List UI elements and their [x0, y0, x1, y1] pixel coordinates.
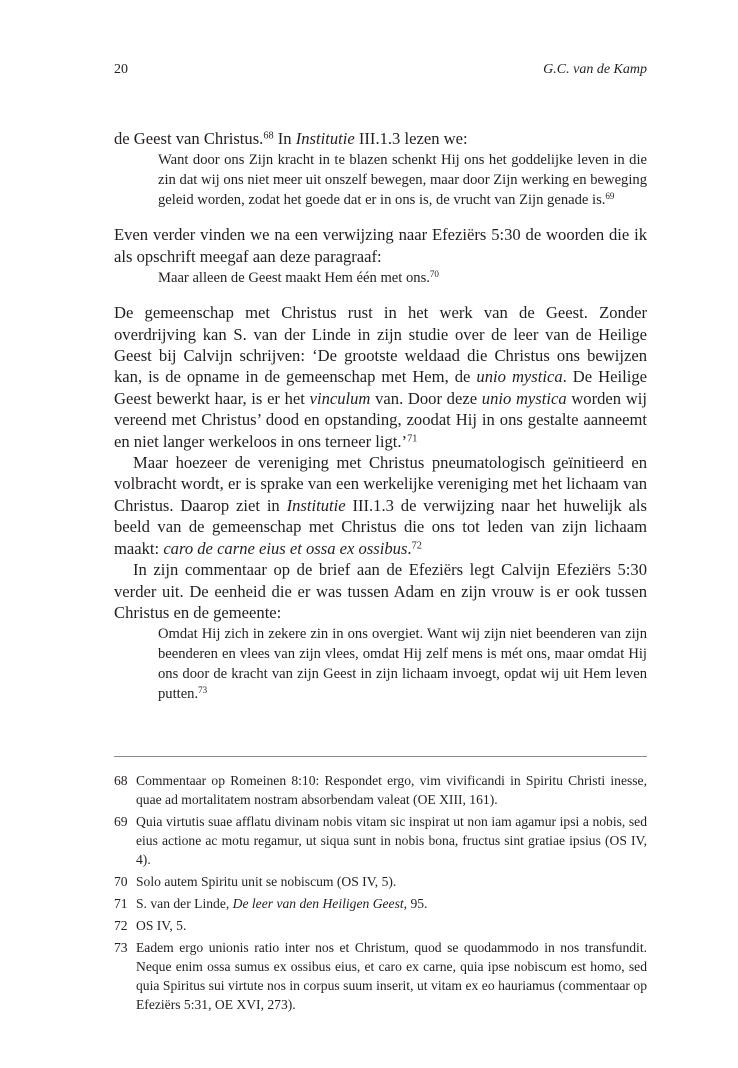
footnote-69 [114, 812, 647, 869]
running-header [114, 62, 647, 78]
footnote-number: 72 [114, 918, 128, 933]
footnote-number: 73 [114, 940, 128, 955]
block-quote-2: Maar alleen de Geest maakt Hem één met ons.$^{70}$ [158, 269, 439, 287]
footnote-ref-73: 73 [198, 685, 208, 696]
footnote-text: S. van der Linde, De leer van den Heiligen Geest, 95. [136, 896, 428, 911]
footnote-ref-71: 71 [407, 433, 418, 444]
footnote-number: 69 [114, 814, 128, 829]
footnote-ref-69: 69 [605, 191, 615, 202]
footnote-text: OS IV, 5. [136, 918, 187, 933]
main-text [114, 128, 647, 704]
block-quote-3: Omdat Hij zich in zekere zin in ons overgiet. Want wij zijn niet beenderen van zijn beenderen en vlees van zijn vlees, omdat Hij zelf mens is mét ons, maar omdat Hij ons door de kracht van zijn Geest in zijn lichaam invoegt, opdat wij uit Hem leven putten.$^{73}$ [158, 626, 647, 703]
footnote-ref-68: 68 [263, 130, 274, 142]
footnote-text: Solo autem Spiritu unit se nobiscum (OS IV, 5). [136, 874, 397, 889]
block-quote-1: Want door ons Zijn kracht in te blazen schenkt Hij ons het goddelijke leven in die zin dat wij ons niet meer uit onszelf bewegen, maar door Zijn werking en beweging geleid worden, zodat het goede dat er in ons is, de vrucht van Zijn genade is.$^{69}$ [158, 152, 647, 209]
footnote-number: 70 [114, 874, 128, 889]
footnote-number: 68 [114, 773, 128, 788]
running-author: G.C. van de Kamp [543, 62, 647, 77]
paragraph-1: de Geest van Christus.$^{68}$ In Institutie III.1.3 lezen we: [114, 129, 468, 148]
paragraph-2: Even verder vinden we na een verwijzing naar Efeziërs 5:30 de woorden die ik als opschrift meegaf aan deze paragraaf: [114, 225, 647, 266]
footnote-71 [114, 894, 647, 913]
footnote-text: Commentaar op Romeinen 8:10: Respondet ergo, vim vivificandi in Spiritu Christi inesse, quae ad mortalitatem nostram absorbendam valeat (OE XIII, 161). [136, 773, 647, 807]
footnote-divider [114, 756, 647, 757]
footnote-73 [114, 938, 647, 1014]
footnote-72 [114, 916, 647, 935]
page-number: 20 [114, 62, 128, 77]
footnote-ref-72: 72 [411, 540, 422, 552]
footnote-number: 71 [114, 896, 128, 911]
footnote-text: Quia virtutis suae afflatu divinam nobis vitam sic inspirat ut non iam agamur ipsi a nobis, sed eius actione ac motu regamur, ut siqua sunt in nobis bona, fructus sint gratiae ipsius (OS IV, 4). [136, 814, 647, 867]
footnote-ref-70: 70 [429, 269, 439, 280]
paragraph-4: Maar hoezeer de vereniging met Christus pneumatologisch geïnitieerd en volbracht wordt, er is sprake van een werkelijke vereniging met het lichaam van Christus. Daarop ziet in Institutie III.1.3 de verwijzing naar het huwelijk als beeld van de gemeenschap met Christus die ons tot leden van zijn lichaam maakt: caro de carne eius et ossa ex ossibus.$^{72}$ [114, 453, 647, 558]
footnote-68 [114, 771, 647, 809]
paragraph-3: De gemeenschap met Christus rust in het werk van de Geest. Zonder overdrijving kan S. van der Linde in zijn studie over de leer van de Heilige Geest bij Calvijn schrijven: ‘De grootste weldaad die Christus ons bewijzen kan, is de opname in de gemeenschap met Hem, de unio mystica. De Heilige Geest bewerkt haar, is er het vinculum van. Door deze unio mystica worden wij vereend met Christus’ dood en opstanding, zoodat Hij in ons gestalte aanneemt en niet langer werkeloos in ons terneer ligt.’$^{71}$ [114, 303, 648, 451]
footnotes [114, 771, 647, 1017]
paragraph-5: In zijn commentaar op de brief aan de Efeziërs legt Calvijn Efeziërs 5:30 verder uit. De eenheid die er was tussen Adam en zijn vrouw is er ook tussen Christus en de gemeente: [114, 560, 647, 622]
footnote-70 [114, 872, 647, 891]
footnote-text: Eadem ergo unionis ratio inter nos et Christum, quod se quodammodo in nos transfundit. Neque enim ossa sumus ex ossibus eius, et caro ex carne, quia ipse nobiscum est homo, sed quia Spiritus sui virtute nos in corpus suum inserit, ut vitam ex eo hauriamus (commentaar op Efeziërs 5:31, OE XVI, 273). [136, 940, 647, 1012]
